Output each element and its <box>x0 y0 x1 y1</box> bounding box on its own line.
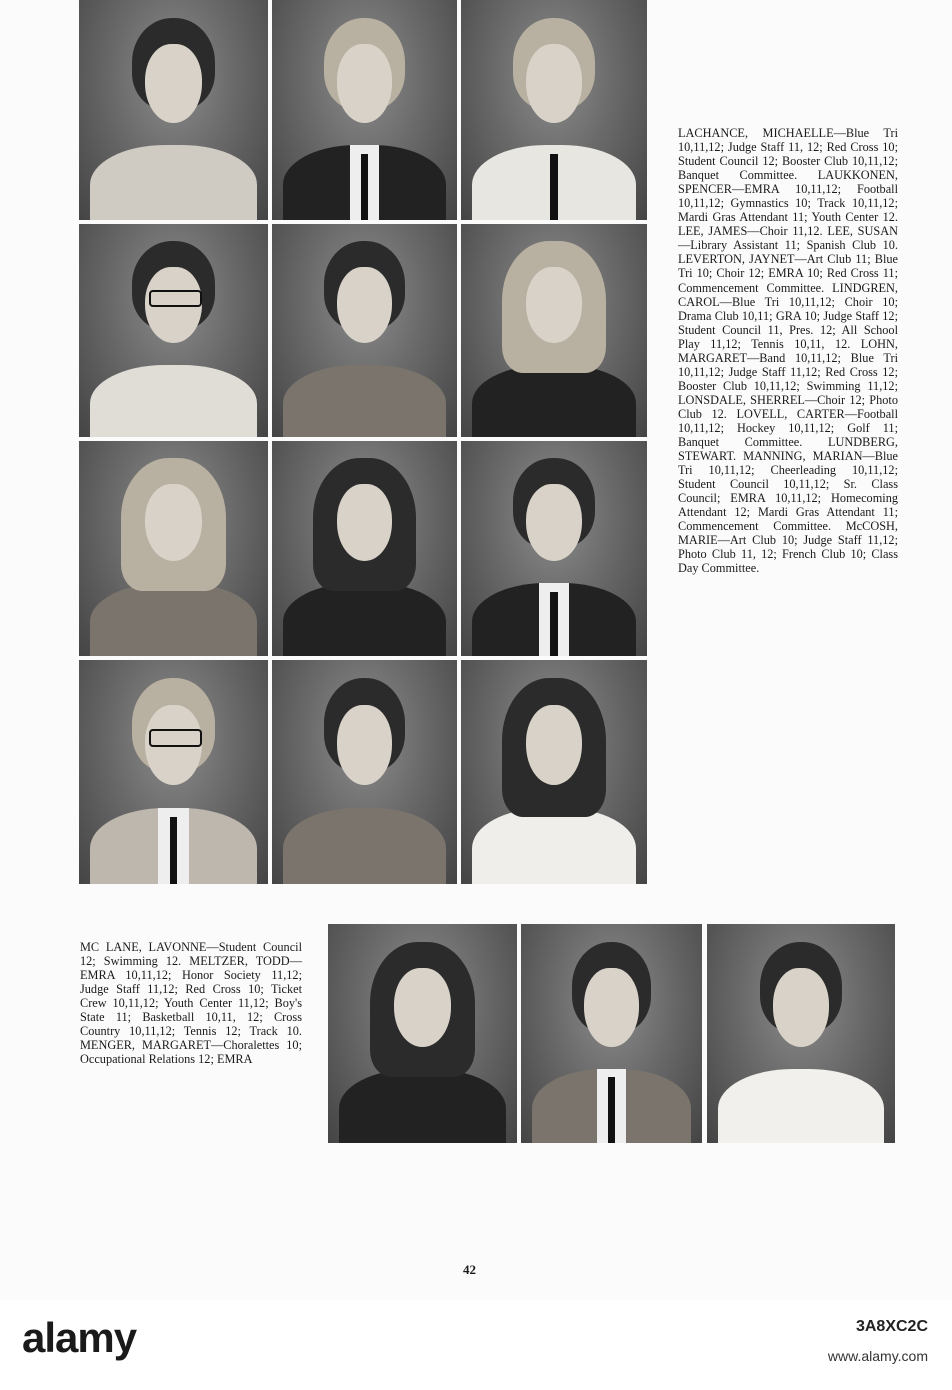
portrait-photo <box>461 441 647 656</box>
site-url: www.alamy.com <box>827 1348 928 1364</box>
page-number: 42 <box>463 1262 476 1277</box>
portrait-photo <box>272 441 457 656</box>
portrait-photo <box>272 224 457 437</box>
portrait-photo <box>521 924 702 1143</box>
portrait-photo <box>79 224 268 437</box>
portrait-photo <box>328 924 517 1143</box>
portrait-photo <box>461 0 647 220</box>
portrait-photo <box>79 660 268 884</box>
bio-text-left: MC LANE, LAVONNE—Student Council 12; Swimming 12. MELTZER, TODD—EMRA 10,11,12; Honor Society 11,12; Judge Staff 11,12; Red Cross 10; Ticket Crew 10,11,12; Youth Center 11,12; Boy's State 11; Basketball 10,11, 12; Cross Country 10,11,12; Tennis 12; Track 10. MENGER, MARGARET—Choralettes 10; Occupational Relations 12; EMRA <box>80 940 302 1067</box>
portrait-photo <box>707 924 895 1143</box>
portrait-photo <box>79 0 268 220</box>
bio-text-right: LACHANCE, MICHAELLE—Blue Tri 10,11,12; Judge Staff 11, 12; Red Cross 10; Student Council 12; Booster Club 10,11,12; Banquet Committee. LAUKKONEN, SPENCER—EMRA 10,11,12; Football 10,11,12; Gymnastics 10; Track 10,11,12; Mardi Gras Attendant 11; Youth Center 12. LEE, JAMES—Choir 11,12. LEE, SUSAN—Library Assistant 11; Spanish Club 10. LEVERTON, JAYNET—Art Club 11; Blue Tri 10; Choir 12; EMRA 10; Red Cross 11; Commencement Committee. LINDGREN, CAROL—Blue Tri 10,11,12; Choir 10; Drama Club 10,11; GRA 10; Judge Staff 12; Student Council 11, Pres. 12; All School Play 11,12; Tennis 10,11, 12. LOHN, MARGARET—Band 10,11,12; Blue Tri 10,11,12; Judge Staff 11,12; Red Cross 12; Booster Club 10,11,12; Swimming 11,12; LONSDALE, SHERREL—Choir 12; Photo Club 12. LOVELL, CARTER—Football 10,11,12; Hockey 10,11,12; Golf 11; Banquet Committee. LUNDBERG, STEWART. MANNING, MARIAN—Blue Tri 10,11,12; Cheerleading 10,11,12; Student Council 10,11,12; Sr. Class Council; EMRA 10,11,12; Homecoming Attendant 12; Mardi Gras Attendant 11; Commencement Committee. McCOSH, MARIE—Art Club 10; Judge Staff 11,12; Photo Club 11, 12; French Club 10; Class Day Committee. <box>678 126 898 576</box>
image-id: 3A8XC2C <box>855 1318 928 1335</box>
portrait-photo <box>461 224 647 437</box>
portrait-photo <box>272 0 457 220</box>
portrait-photo <box>79 441 268 656</box>
alamy-logo: alamy <box>22 1314 137 1361</box>
watermark-footer <box>0 1300 952 1390</box>
portrait-photo <box>461 660 647 884</box>
portrait-photo <box>272 660 457 884</box>
